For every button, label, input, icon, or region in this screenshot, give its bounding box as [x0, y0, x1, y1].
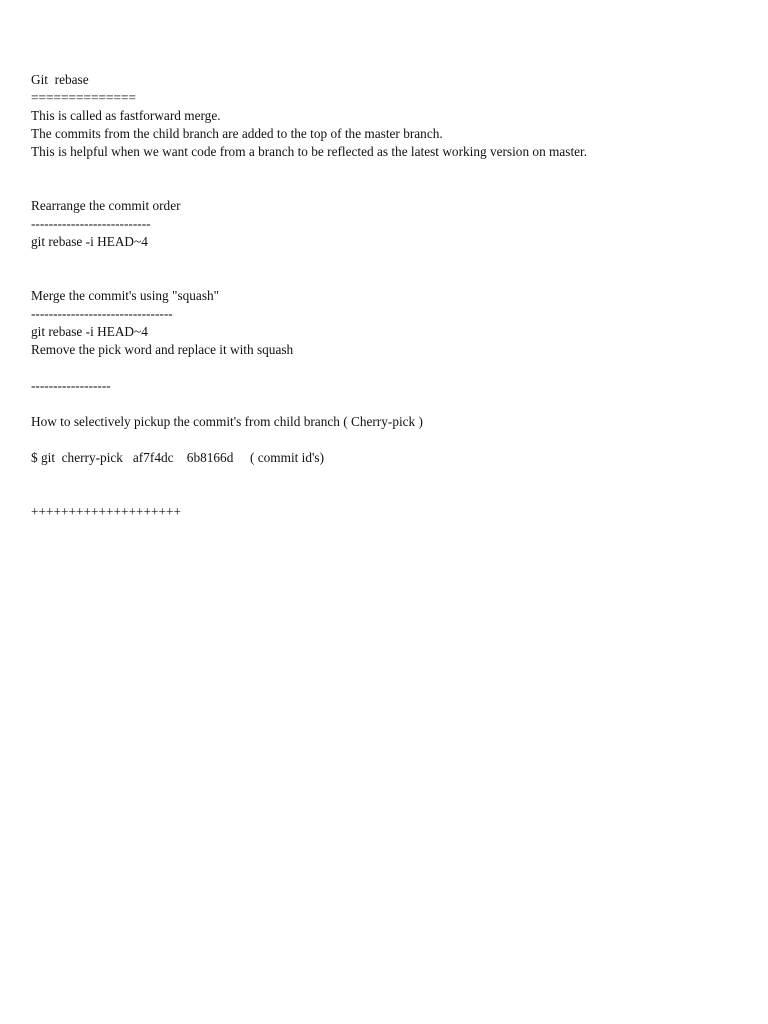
text-line: This is helpful when we want code from a branch to be reflected as the latest working version on master. [31, 144, 588, 159]
blank-line [31, 161, 731, 179]
blank-line [31, 251, 731, 269]
end-divider: ++++++++++++++++++++ [31, 504, 181, 519]
blank-line [31, 395, 731, 413]
heading-underline: ============== [31, 90, 136, 105]
document-body [31, 71, 731, 521]
section-heading-cherry-pick: How to selectively pickup the commit's from child branch ( Cherry-pick ) [31, 414, 423, 429]
section-divider: ------------------ [31, 378, 111, 393]
text-line: This is called as fastforward merge. [31, 108, 221, 123]
section-divider: -------------------------------- [31, 306, 173, 321]
blank-line [31, 179, 731, 197]
blank-line [31, 431, 731, 449]
section-heading-rearrange: Rearrange the commit order [31, 198, 181, 213]
section-divider: --------------------------- [31, 216, 151, 231]
blank-line [31, 269, 731, 287]
blank-line [31, 467, 731, 485]
command-line: $ git cherry-pick af7f4dc 6b8166d ( commit id's) [31, 450, 325, 465]
blank-line [31, 359, 731, 377]
heading-git-rebase: Git rebase [31, 72, 89, 87]
blank-line [31, 485, 731, 503]
section-heading-squash: Merge the commit's using "squash" [31, 288, 220, 303]
command-line: git rebase -i HEAD~4 [31, 234, 148, 249]
text-line: Remove the pick word and replace it with squash [31, 342, 294, 357]
text-line: The commits from the child branch are added to the top of the master branch. [31, 126, 443, 141]
command-line: git rebase -i HEAD~4 [31, 324, 148, 339]
